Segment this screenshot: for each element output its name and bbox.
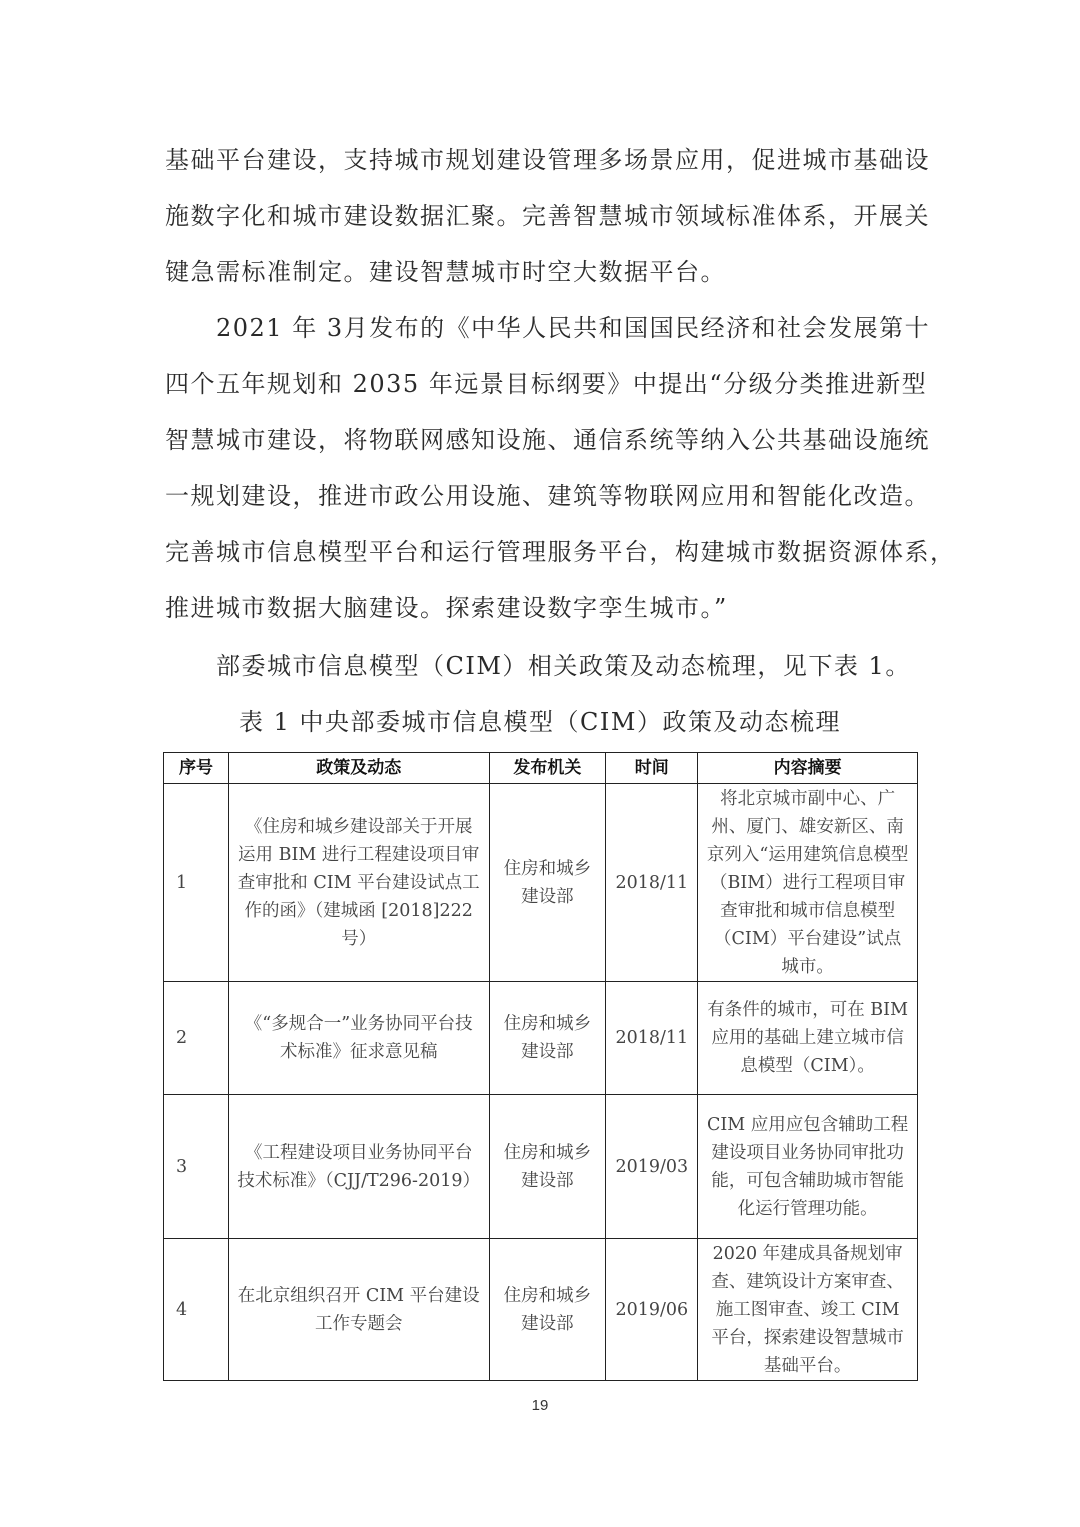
table-row xyxy=(164,784,918,982)
text-line: 推进城市数据大脑建设。探索建设数字孪生城市。” xyxy=(165,594,728,622)
paragraph-2 xyxy=(165,300,956,636)
cell-agency: 住房和城乡建设部 xyxy=(489,784,606,982)
text-line: 部委城市信息模型（CIM）相关政策及动态梳理，见下表 1。 xyxy=(165,652,911,680)
cell-no: 4 xyxy=(164,1239,229,1381)
cell-summary: CIM 应用应包含辅助工程建设项目业务协同审批功能，可包含辅助城市智能化运行管理功能。 xyxy=(698,1095,918,1239)
cell-summary: 将北京城市副中心、广州、厦门、雄安新区、南京列入“运用建筑信息模型（BIM）进行工程项目审查审批和城市信息模型（CIM）平台建设”试点城市。 xyxy=(698,784,918,982)
header-agency: 发布机关 xyxy=(489,753,606,784)
cell-time: 2019/03 xyxy=(606,1095,698,1239)
header-no: 序号 xyxy=(164,753,229,784)
text-line: 2021 年 3月发布的《中华人民共和国国民经济和社会发展第十 xyxy=(165,314,931,342)
paragraph-1 xyxy=(165,132,935,300)
table-row xyxy=(164,982,918,1095)
text-line: 基础平台建设，支持城市规划建设管理多场景应用，促进城市基础设 xyxy=(165,146,930,174)
table-row xyxy=(164,1239,918,1381)
table-row xyxy=(164,1095,918,1239)
text-line: 一规划建设，推进市政公用设施、建筑等物联网应用和智能化改造。 xyxy=(165,482,930,510)
table-caption: 表 1 中央部委城市信息模型（CIM）政策及动态梳理 xyxy=(239,708,841,736)
text-line: 完善城市信息模型平台和运行管理服务平台，构建城市数据资源体系， xyxy=(165,538,956,566)
cell-policy: 在北京组织召开 CIM 平台建设工作专题会 xyxy=(228,1239,489,1381)
cell-time: 2018/11 xyxy=(606,982,698,1095)
table-header-row xyxy=(164,753,918,784)
cell-summary: 有条件的城市，可在 BIM 应用的基础上建立城市信息模型（CIM）。 xyxy=(698,982,918,1095)
cell-policy: 《工程建设项目业务协同平台技术标准》（CJJ/T296-2019） xyxy=(228,1095,489,1239)
text-line: 四个五年规划和 2035 年远景目标纲要》中提出“分级分类推进新型 xyxy=(165,370,928,398)
text-line: 智慧城市建设，将物联网感知设施、通信系统等纳入公共基础设施统 xyxy=(165,426,930,454)
cell-agency: 住房和城乡建设部 xyxy=(489,982,606,1095)
paragraph-3 xyxy=(165,638,935,694)
page-number: 19 xyxy=(531,1397,549,1414)
cell-policy: 《住房和城乡建设部关于开展运用 BIM 进行工程建设项目审查审批和 CIM 平台建设试点工作的函》（建城函 [2018]222 号） xyxy=(228,784,489,982)
header-policy: 政策及动态 xyxy=(228,753,489,784)
policy-table xyxy=(163,752,918,1381)
cell-time: 2018/11 xyxy=(606,784,698,982)
text-line: 施数字化和城市建设数据汇聚。完善智慧城市领域标准体系，开展关 xyxy=(165,202,930,230)
text-line: 键急需标准制定。建设智慧城市时空大数据平台。 xyxy=(165,258,726,286)
header-summary: 内容摘要 xyxy=(698,753,918,784)
header-time: 时间 xyxy=(606,753,698,784)
cell-agency: 住房和城乡建设部 xyxy=(489,1095,606,1239)
cell-agency: 住房和城乡建设部 xyxy=(489,1239,606,1381)
cell-policy: 《“多规合一”业务协同平台技术标准》征求意见稿 xyxy=(228,982,489,1095)
cell-no: 1 xyxy=(164,784,229,982)
cell-summary: 2020 年建成具备规划审查、建筑设计方案审查、施工图审查、竣工 CIM 平台，探索建设智慧城市基础平台。 xyxy=(698,1239,918,1381)
cell-no: 2 xyxy=(164,982,229,1095)
cell-no: 3 xyxy=(164,1095,229,1239)
cell-time: 2019/06 xyxy=(606,1239,698,1381)
